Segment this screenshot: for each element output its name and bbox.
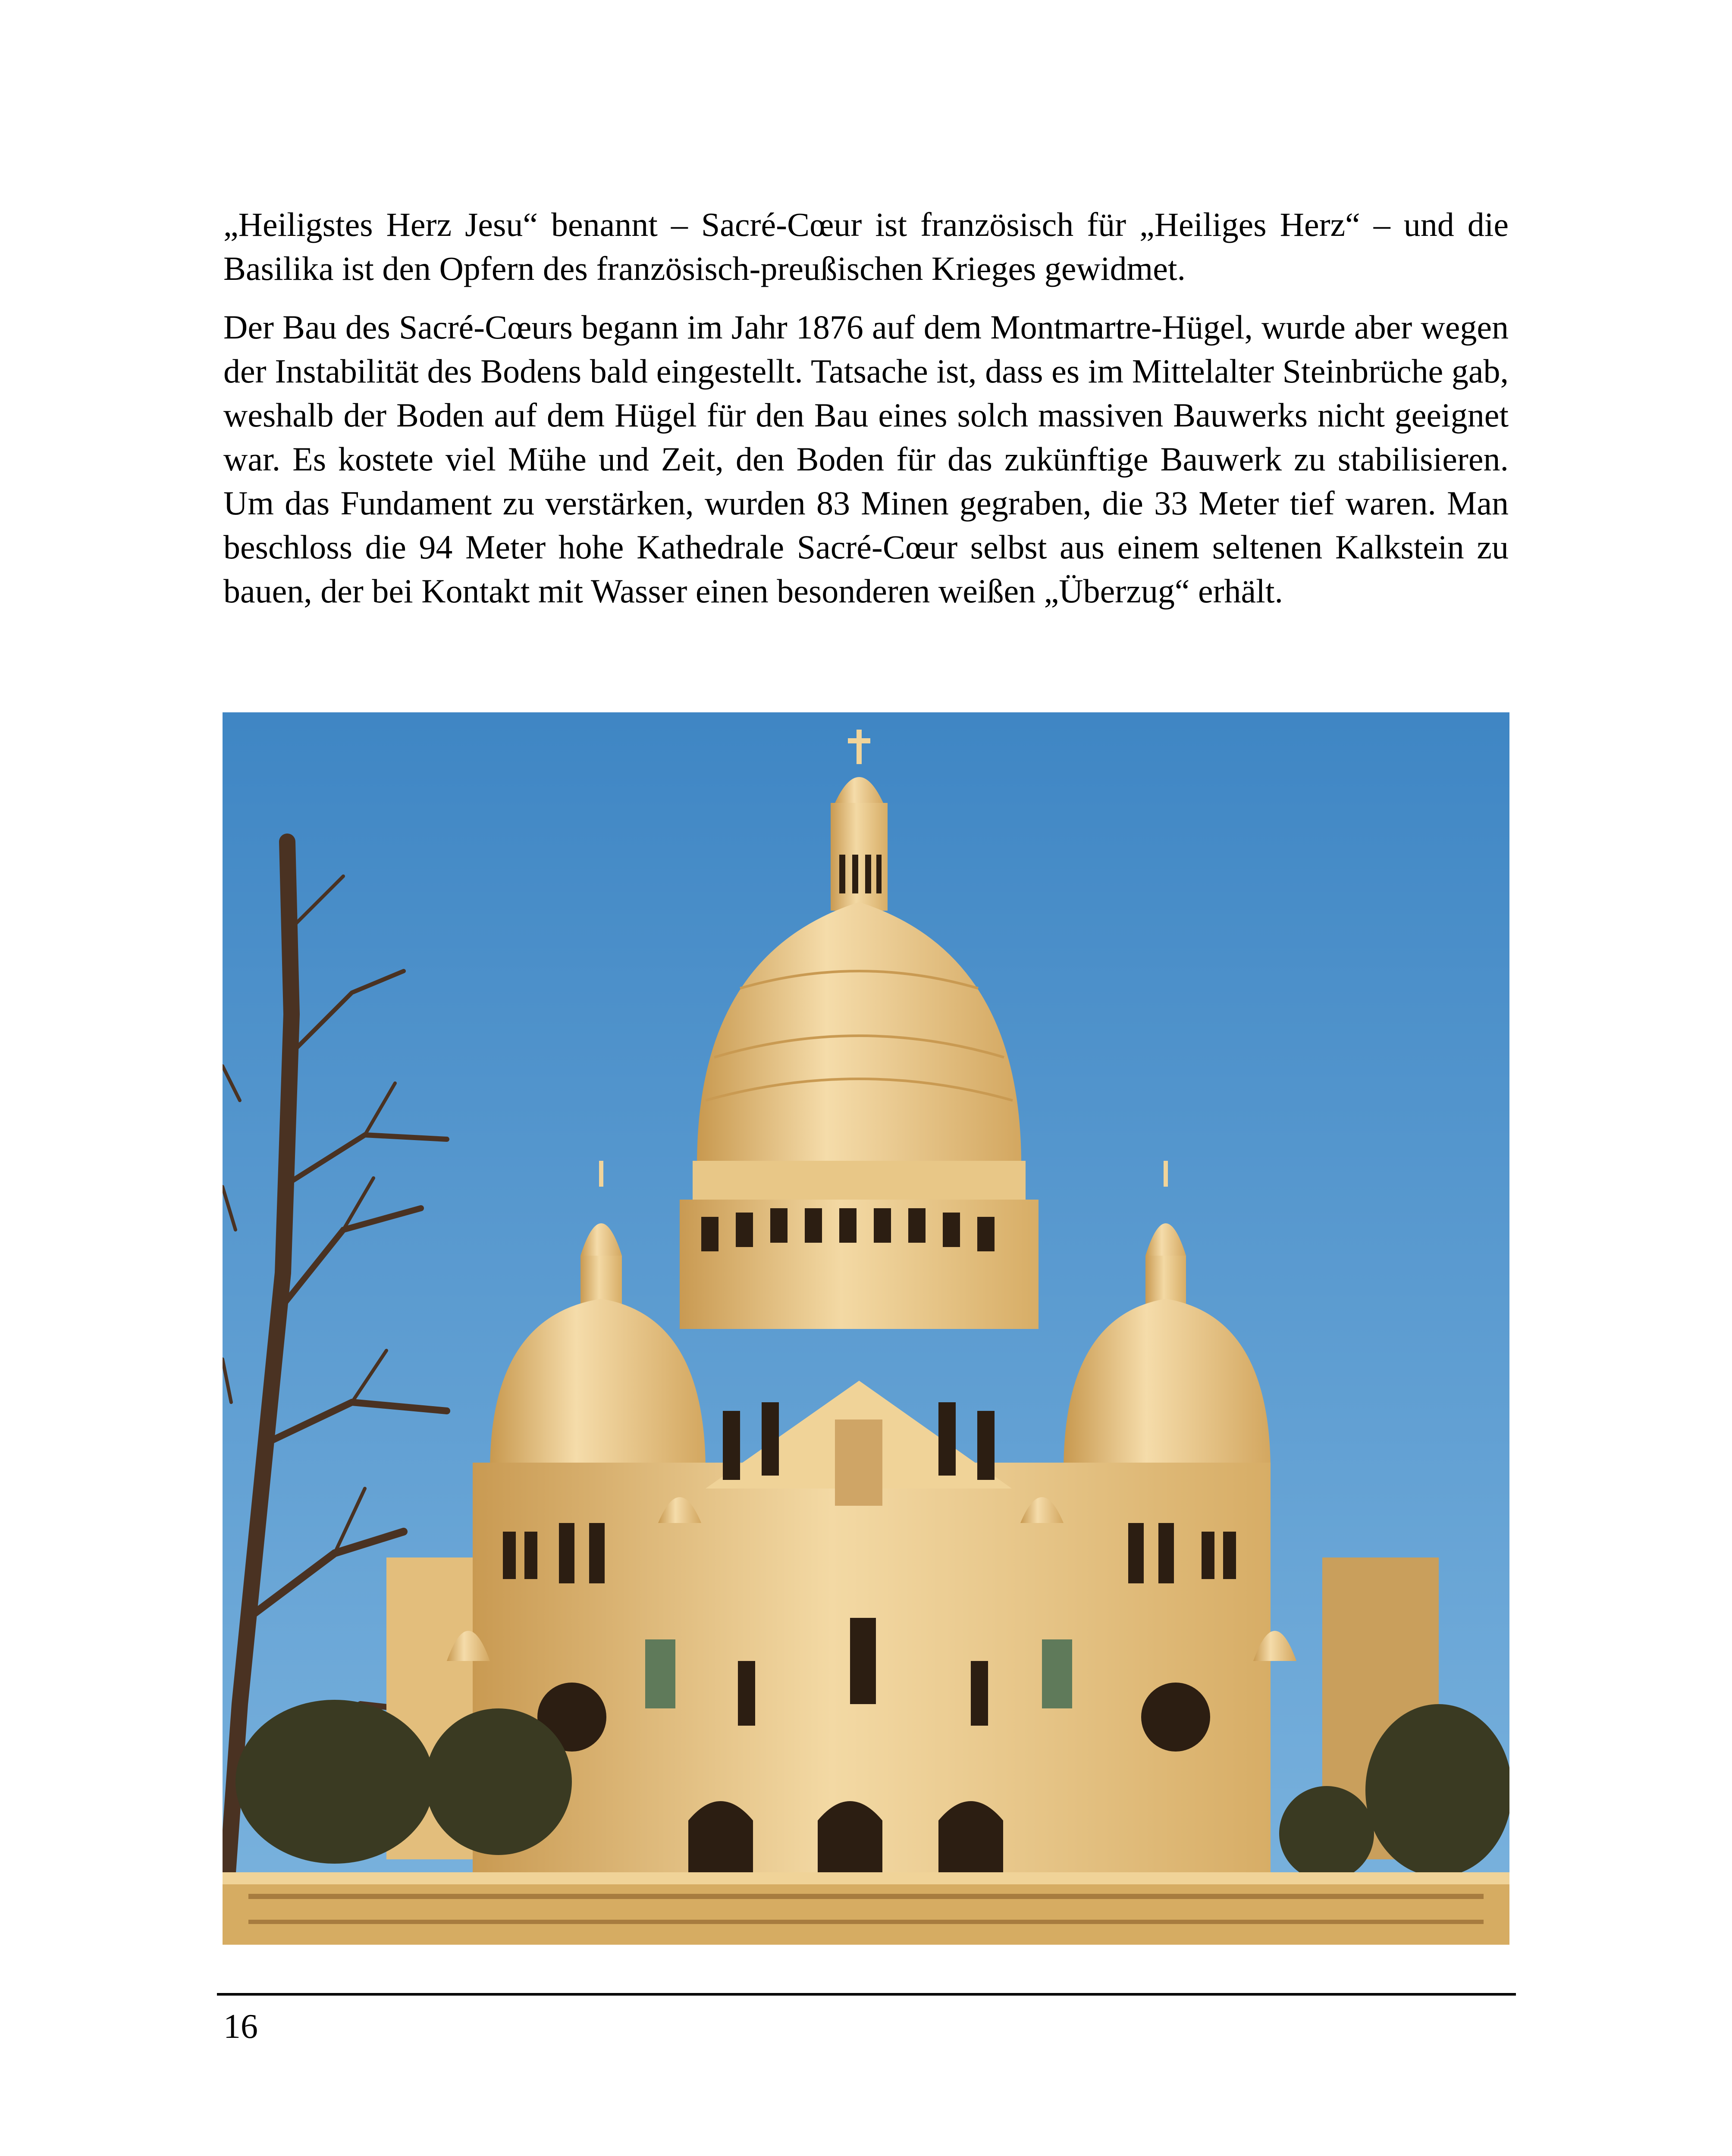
paragraph-1: „Heiligstes Herz Jesu“ benannt – Sacré-Cœur ist französisch für „Heiliges Herz“ – und die Basilika ist den Opfern des französisch-preußischen Krieges gewidmet. xyxy=(223,206,1509,287)
paragraph-2: Der Bau des Sacré-Cœurs begann im Jahr 1876 auf dem Montmartre-Hügel, wurde aber wegen der Instabilität des Bodens bald eingestellt. Tatsache ist, dass es im Mittelalter Steinbrüche gab, weshalb der Boden auf dem Hügel für den Bau eines solch massiven Bauwerks nicht geeignet war. Es kostete viel Mühe und Zeit, den Boden für das zukünftige Bauwerk zu stabilisieren. Um das Fundament zu verstärken, wurden 83 Minen gegraben, die 33 Meter tief waren. Man beschloss die 94 Meter hohe Kathedrale Sacré-Cœur selbst aus einem seltenen Kalkstein zu bauen, der bei Kontakt mit Wasser einen besonderen weißen „Überzug“ erhält. xyxy=(223,308,1509,610)
statue-right xyxy=(1042,1639,1072,1708)
sacre-coeur-photo xyxy=(223,712,1509,1945)
basilica-illustration xyxy=(223,712,1509,1945)
page-number: 16 xyxy=(223,2008,258,2046)
footer-rule xyxy=(217,1993,1516,1996)
body-text xyxy=(223,203,1509,628)
statue-left xyxy=(645,1639,675,1708)
entrance-arches xyxy=(688,1801,1003,1877)
balustrade xyxy=(223,1877,1509,1945)
